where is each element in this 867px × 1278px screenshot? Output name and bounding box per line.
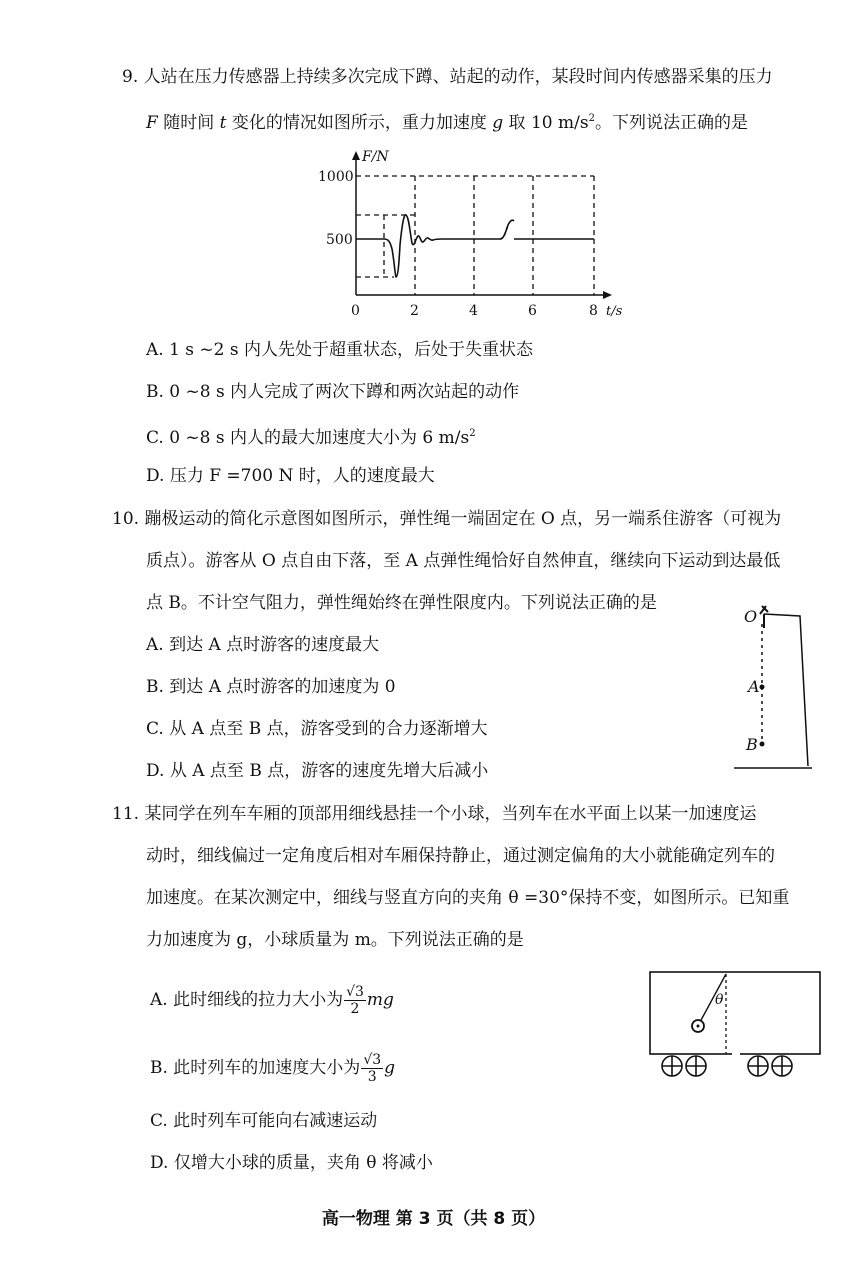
q9-stem-line1: 9. 人站在压力传感器上持续多次完成下蹲、站起的动作，某段时间内传感器采集的压力 — [122, 67, 773, 87]
jumper-icon — [760, 606, 768, 628]
q11-option-a-num: √3 — [346, 984, 364, 1000]
q9-sup: 2 — [588, 113, 595, 124]
q9-stem-line2 — [146, 108, 748, 134]
y-axis-arrow — [352, 151, 360, 160]
q9-option-d: D. 压力 F =700 N 时，人的速度最大 — [146, 466, 435, 486]
q10-stem-line1: 10. 蹦极运动的简化示意图如图所示，弹性绳一端固定在 O 点，另一端系住游客（可视为 — [112, 509, 782, 529]
q10-option-d: D. 从 A 点至 B 点，游客的速度先增大后减小 — [146, 761, 489, 781]
q9-text-g: 。下列说法正确的是 — [594, 113, 748, 133]
q9-option-b: B. 0 ~8 s 内人完成了两次下蹲和两次站起的动作 — [146, 382, 520, 402]
q11-option-d: D. 仅增大小球的质量，夹角 θ 将减小 — [150, 1153, 433, 1173]
q9-option-c-sup: 2 — [469, 428, 476, 439]
q11-option-a-text: A. 此时细线的拉力大小为 — [150, 990, 344, 1010]
q11-option-b — [150, 1052, 395, 1085]
q11-option-b-fraction — [361, 1052, 383, 1085]
q9-var-t: t — [219, 113, 227, 133]
x-axis-arrow — [603, 291, 612, 299]
theta-label: θ — [715, 992, 724, 1008]
y-tick-500: 500 — [326, 232, 353, 248]
q10-option-a: A. 到达 A 点时游客的速度最大 — [146, 635, 380, 655]
x-tick-2: 2 — [410, 303, 419, 319]
q11-option-a-fraction — [344, 984, 366, 1017]
x-tick-0: 0 — [351, 303, 360, 319]
q11-option-a — [150, 984, 394, 1017]
q9-option-a: A. 1 s ~2 s 内人先处于超重状态，后处于失重状态 — [146, 340, 534, 360]
q10-option-c: C. 从 A 点至 B 点，游客受到的合力逐渐增大 — [146, 719, 488, 739]
q11-stem-line4: 力加速度为 g，小球质量为 m。下列说法正确的是 — [146, 930, 524, 950]
q11-option-b-num: √3 — [363, 1052, 382, 1068]
y-tick-1000: 1000 — [318, 169, 354, 185]
q11-train-figure — [640, 966, 826, 1086]
x-axis-label: t/s — [606, 304, 623, 319]
q11-option-a-den: 2 — [350, 1001, 360, 1017]
q9-option-c-text: C. 0 ~8 s 内人的最大加速度大小为 6 m/s — [146, 428, 470, 448]
point-b — [760, 742, 765, 747]
q10-option-b: B. 到达 A 点时游客的加速度为 0 — [146, 677, 396, 697]
y-axis-label: F/N — [362, 149, 389, 165]
q11-option-a-post: mg — [366, 990, 394, 1010]
point-a — [760, 685, 765, 690]
car-body — [650, 972, 820, 1054]
platform — [764, 614, 808, 766]
q11-option-b-text: B. 此时列车的加速度大小为 — [150, 1058, 361, 1078]
x-tick-6: 6 — [528, 303, 537, 319]
q9-var-g: g — [492, 113, 504, 133]
q11-stem-line3: 加速度。在某次测定中，细线与竖直方向的夹角 θ =30°保持不变，如图所示。已知重 — [146, 888, 790, 908]
page-footer: 高一物理 第 3 页（共 8 页） — [321, 1209, 546, 1229]
label-b: B — [746, 735, 758, 754]
q9-option-c — [146, 423, 476, 449]
q11-stem-line2: 动时，细线偏过一定角度后相对车厢保持静止，通过测定偏角的大小就能确定列车的 — [146, 846, 775, 866]
x-tick-8: 8 — [589, 303, 598, 319]
q10-stem-line2: 质点）。游客从 O 点自由下落，至 A 点弹性绳恰好自然伸直，继续向下运动到达最低 — [146, 551, 781, 571]
q9-var-F: F — [146, 113, 158, 133]
x-tick-4: 4 — [469, 303, 478, 319]
force-curve — [356, 215, 514, 277]
q11-option-c: C. 此时列车可能向右减速运动 — [150, 1111, 378, 1131]
label-a: A — [748, 677, 760, 696]
label-o: O — [744, 607, 758, 626]
q10-bungee-figure — [728, 596, 828, 776]
q9-text-d: 变化的情况如图所示，重力加速度 — [226, 113, 493, 133]
q11-stem-line1: 11. 某同学在列车车厢的顶部用细线悬挂一个小球，当列车在水平面上以某一加速度运 — [112, 804, 757, 824]
q11-option-b-post: g — [384, 1058, 396, 1078]
q9-force-time-graph — [310, 145, 630, 325]
q9-text-b: 随时间 — [157, 113, 220, 133]
q11-option-b-den: 3 — [367, 1069, 377, 1085]
wheels — [662, 1056, 792, 1076]
q9-text-f: 取 10 m/s — [503, 113, 589, 133]
q10-stem-line3: 点 B。不计空气阻力，弹性绳始终在弹性限度内。下列说法正确的是 — [146, 593, 657, 613]
